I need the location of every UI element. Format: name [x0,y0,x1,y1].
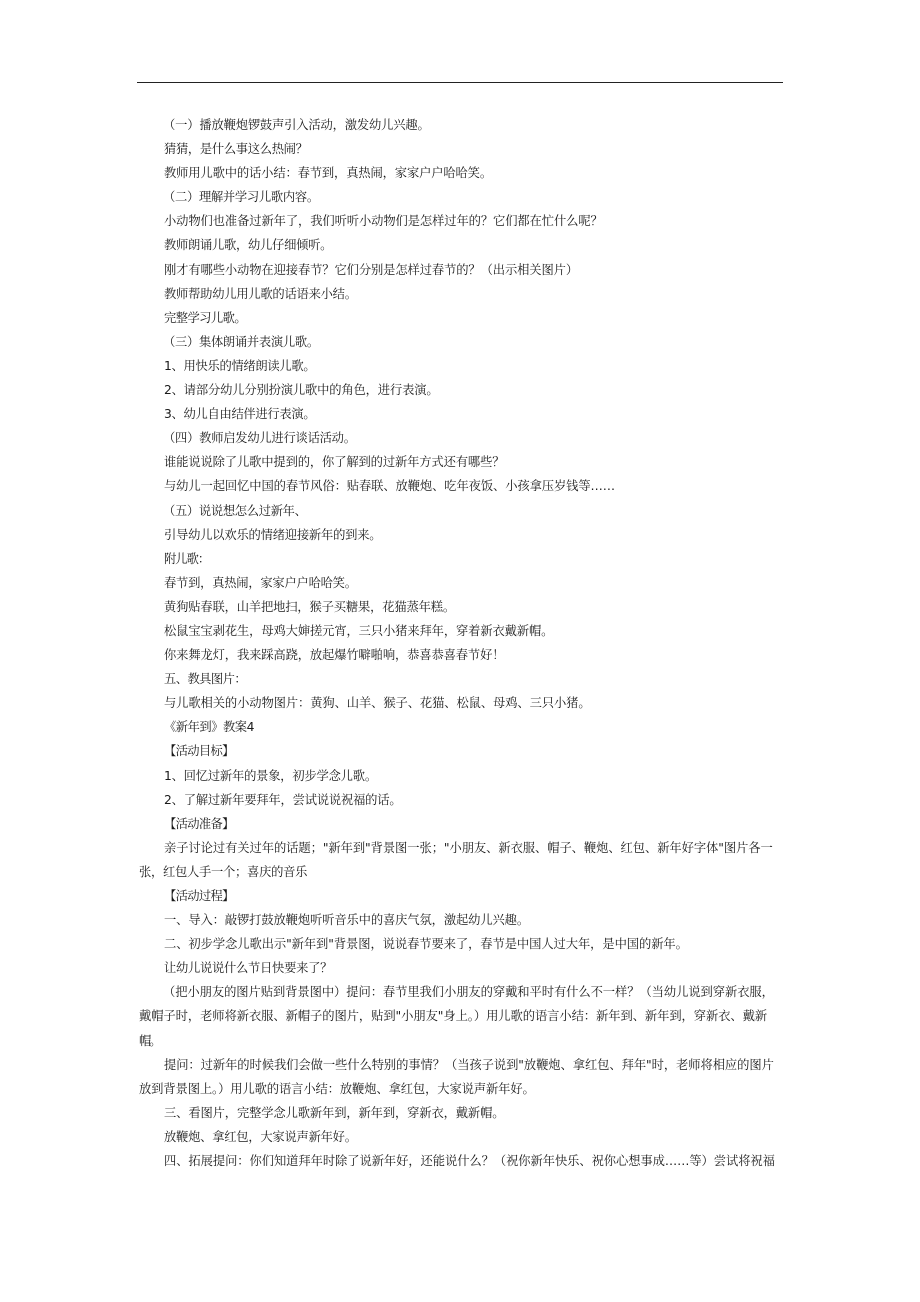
paragraph-line: 放到背景图上。）用儿歌的语言小结：放鞭炮、拿红包，大家说声新年好。 [139,1081,535,1096]
paragraph-line: 张，红包人手一个；喜庆的音乐 [139,864,308,879]
paragraph-line: 教师用儿歌中的话小结：春节到，真热闹，家家户户哈哈笑。 [164,166,492,181]
paragraph-line: 完整学习儿歌。 [164,310,247,325]
paragraph-line: 一、导入：敲锣打鼓放鞭炮听听音乐中的喜庆气氛，激起幼儿兴趣。 [164,913,530,928]
header-rule [137,82,783,83]
paragraph-line: 【活动准备】 [164,816,234,831]
paragraph-line: 四、拓展提问：你们知道拜年时除了说新年好，还能说什么？（祝你新年快乐、祝你心想事成……等）尝试将祝福 [164,1154,775,1169]
paragraph-line: 【活动目标】 [164,744,234,759]
paragraph-line: 亲子讨论过有关过年的话题；"新年到"背景图一张；"小朋友、新衣服、帽子、鞭炮、红包、新年好字体"图片各一 [164,840,773,855]
paragraph-line: 帽。 [139,1033,160,1048]
paragraph-line: 三、看图片，完整学念儿歌新年到，新年到，穿新衣，戴新帽。 [164,1105,505,1120]
paragraph-line: 与儿歌相关的小动物图片：黄狗、山羊、猴子、花猫、松鼠、母鸡、三只小猪。 [164,696,591,711]
paragraph-line: 提问：过新年的时候我们会做一些什么特别的事情？（当孩子说到"放鞭炮、拿红包、拜年"时，老师将相应的图片 [164,1057,774,1072]
paragraph-line: （一）播放鞭炮锣鼓声引入活动，激发幼儿兴趣。 [163,118,430,132]
paragraph-line: 与幼儿一起回忆中国的春节风俗：贴春联、放鞭炮、吃年夜饭、小孩拿压岁钱等…… [164,479,615,494]
paragraph-line: 教师帮助幼儿用儿歌的话语来小结。 [164,286,357,301]
paragraph-line: 附儿歌： [164,551,210,566]
paragraph-line: （四）教师启发幼儿进行谈话活动。 [163,431,356,446]
paragraph-line: 2、了解过新年要拜年，尝试说说祝福的话。 [164,792,402,807]
paragraph-line: 二、初步学念儿歌出示"新年到"背景图，说说春节要来了，春节是中国人过大年，是中国的新年。 [164,937,688,952]
paragraph-line: 谁能说说除了儿歌中提到的，你了解到的过新年方式还有哪些？ [164,455,505,470]
paragraph-line: 小动物们也准备过新年了，我们听听小动物们是怎样过年的？它们都在忙什么呢？ [164,214,603,229]
paragraph-line: 你来舞龙灯，我来踩高跷，放起爆竹噼啪响，恭喜恭喜春节好！ [164,648,505,663]
paragraph-line: 3、幼儿自由结伴进行表演。 [164,407,316,422]
document-body [139,113,789,1173]
paragraph-line: 让幼儿说说什么节日快要来了？ [164,961,333,976]
paragraph-line: 放鞭炮、拿红包，大家说声新年好。 [164,1129,357,1144]
paragraph-line: （五）说说想怎么过新年、 [163,503,307,518]
paragraph-line: （把小朋友的图片贴到背景图中）提问：春节里我们小朋友的穿戴和平时有什么不一样？（当幼儿说到穿新衣服， [163,985,774,1000]
paragraph-line: 引导幼儿以欢乐的情绪迎接新年的到来。 [164,527,382,542]
paragraph-line: 春节到，真热闹，家家户户哈哈笑。 [164,575,357,590]
paragraph-line: （二）理解并学习儿歌内容。 [163,190,319,205]
paragraph-line: 刚才有哪些小动物在迎接春节？它们分别是怎样过春节的？（出示相关图片） [164,262,579,277]
paragraph-line: 2、请部分幼儿分别扮演儿歌中的角色，进行表演。 [164,383,439,398]
paragraph-line: 【活动过程】 [164,889,234,903]
paragraph-line: 1、用快乐的情绪朗读儿歌。 [164,358,316,373]
paragraph-line: 黄狗贴春联，山羊把地扫，猴子买糖果，花猫蒸年糕。 [164,599,456,614]
paragraph-line: （三）集体朗诵并表演儿歌。 [163,334,319,349]
paragraph-line: 教师朗诵儿歌，幼儿仔细倾听。 [164,238,333,253]
paragraph-line: 戴帽子时，老师将新衣服、新帽子的图片，贴到"小朋友"身上。）用儿歌的语言小结：新年到、新年到，穿新衣、戴新 [139,1009,768,1024]
paragraph-line: 松鼠宝宝剥花生，母鸡大婶搓元宵，三只小猪来拜年，穿着新衣戴新帽。 [164,623,554,638]
paragraph-line: 五、教具图片： [164,672,247,687]
paragraph-line: 《新年到》教案4 [164,720,254,735]
paragraph-line: 1、回忆过新年的景象，初步学念儿歌。 [164,768,377,783]
paragraph-line: 猜猜，是什么事这么热闹？ [164,142,308,157]
